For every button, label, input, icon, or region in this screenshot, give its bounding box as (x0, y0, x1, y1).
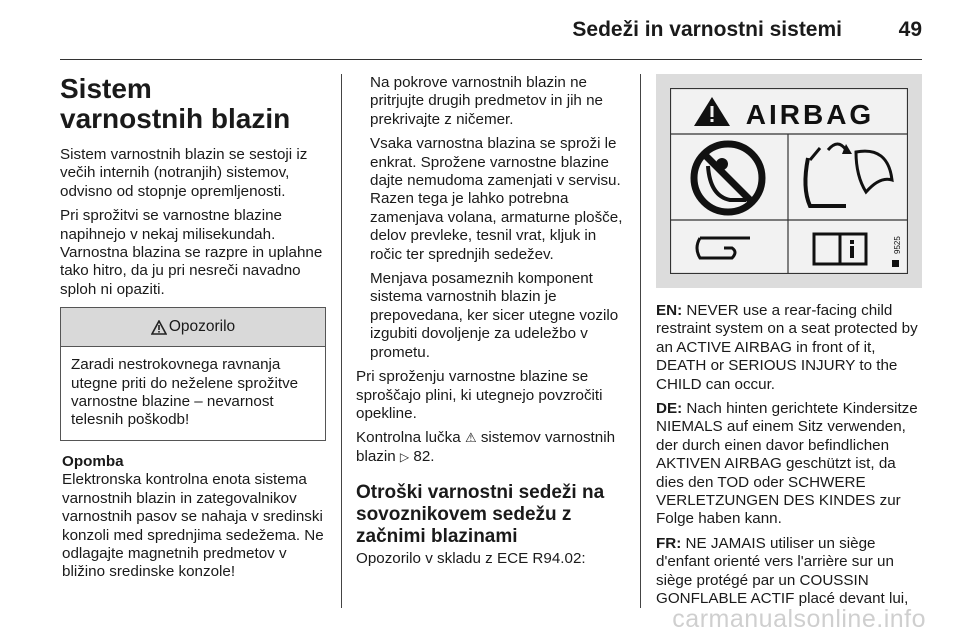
watermark: carmanualsonline.info (672, 605, 926, 633)
page-header (0, 0, 960, 60)
airbag-warning-label-figure (656, 74, 922, 288)
paragraph: Pri sprožitvi se varnostne blazine napihnejo v nekaj milisekundah. Varnostna blazina se razpre in uplahne tako hitro, da ju pri nesreči navadno sploh ni opaziti. (60, 207, 323, 298)
paragraph-de (656, 400, 922, 529)
lang-label-de: DE: (656, 400, 683, 418)
warning-text: Zaradi nestrokovnega ravnanja utegne priti do neželene sprožitve varnostne blazine – nevarnost telesnih poškodb! (71, 356, 299, 429)
section-heading-child-seats: Otroški varnostni sedeži na sovoznikovem sedežu z začnimi blazinami (356, 482, 605, 548)
paragraph: Pri sproženju varnostne blazine se sproščajo plini, ki utegnejo povzročiti opekline. (356, 368, 603, 422)
note-title: Opomba (62, 452, 124, 470)
warning-triangle-icon (151, 320, 167, 335)
lang-text-en: NEVER use a rear-facing child restraint system on a seat protected by an ACTIVE AIRBAG in front of it, DEATH or SERIOUS INJURY to the CHILD can occur. (656, 302, 918, 393)
paragraph-warning-light (356, 429, 626, 466)
paragraph: Opozorilo v skladu z ECE R94.02: (356, 550, 586, 568)
column-divider (341, 74, 342, 608)
page-number: 49 (898, 18, 922, 41)
label-code: 9525 (893, 236, 902, 254)
section-heading-airbag-system: Sistem varnostnih blazin (60, 73, 291, 134)
column-1 (60, 74, 326, 582)
paragraph: Vsaka varnostna blazina se sproži le enkrat. Sprožene varnostne blazine dajte nemudoma zamenjati v servisu. Razen tega je lahko potrebna zamenjava volana, armaturne plošče, delov prevleke, tesnil vrat, kljuk in ročic ter sprednjih sedežev. (370, 135, 623, 263)
lang-label-fr: FR: (656, 534, 682, 552)
note-block (60, 453, 326, 582)
page-reference: 82. (413, 447, 435, 465)
reference-arrow-icon: ▷ (399, 449, 410, 464)
warning-light-text: Kontrolna lučka (356, 429, 461, 447)
warning-title: Opozorilo (168, 318, 236, 336)
header-rule (60, 59, 922, 60)
note-text: Elektronska kontrolna enota sistema varnostnih blazin in zategovalnikov varnostnih pasov se nahaja v sredinski konzoli med sprednjima sedežema. Ne odlagajte magnetnih predmetov v bližino sredinske konzole! (62, 471, 324, 581)
warning-light-tail: sistemov varnostnih blazin (356, 429, 616, 465)
lang-text-de: Nach hinten gerichtete Kindersitze NIEMALS auf einem Sitz verwenden, der durch einen davor befindlichen AKTIVEN AIRBAG geschützt ist, da dies den TOD oder SCHWERE VERLETZUNGEN DES KINDES zur Folge haben kann. (656, 400, 918, 528)
airbag-label-image (670, 88, 908, 274)
column-2 (356, 74, 626, 575)
lang-text-fr: NE JAMAIS utiliser un siège d'enfant orienté vers l'arrière sur un siège protégé par un COUSSIN GONFLABLE ACTIF placé devant lui, (656, 534, 909, 608)
paragraph: Na pokrove varnostnih blazin ne pritrjujte drugih predmetov in jih ne prekrivajte z ničemer. (370, 74, 603, 128)
warning-box (60, 307, 326, 441)
airbag-label-text: AIRBAG (745, 99, 875, 130)
column-3 (656, 74, 922, 615)
column-divider (640, 74, 641, 608)
lang-label-en: EN: (656, 302, 683, 319)
airbag-symbol-icon: ⚠ (464, 430, 477, 446)
paragraph: Menjava posameznih komponent sistema varnostnih blazin je prepovedana, ker sicer utegne vozilo izgubiti dovoljenje za udeležbo v prometu. (370, 270, 619, 361)
paragraph-en (656, 302, 922, 394)
paragraph: Sistem varnostnih blazin se sestoji iz večih internih (notranjih) sistemov, odvisno od stopnje opremljenosti. (60, 146, 308, 200)
header-title: Sedeži in varnostni sistemi (572, 18, 842, 41)
paragraph-fr (656, 535, 922, 609)
warning-header (61, 308, 325, 347)
